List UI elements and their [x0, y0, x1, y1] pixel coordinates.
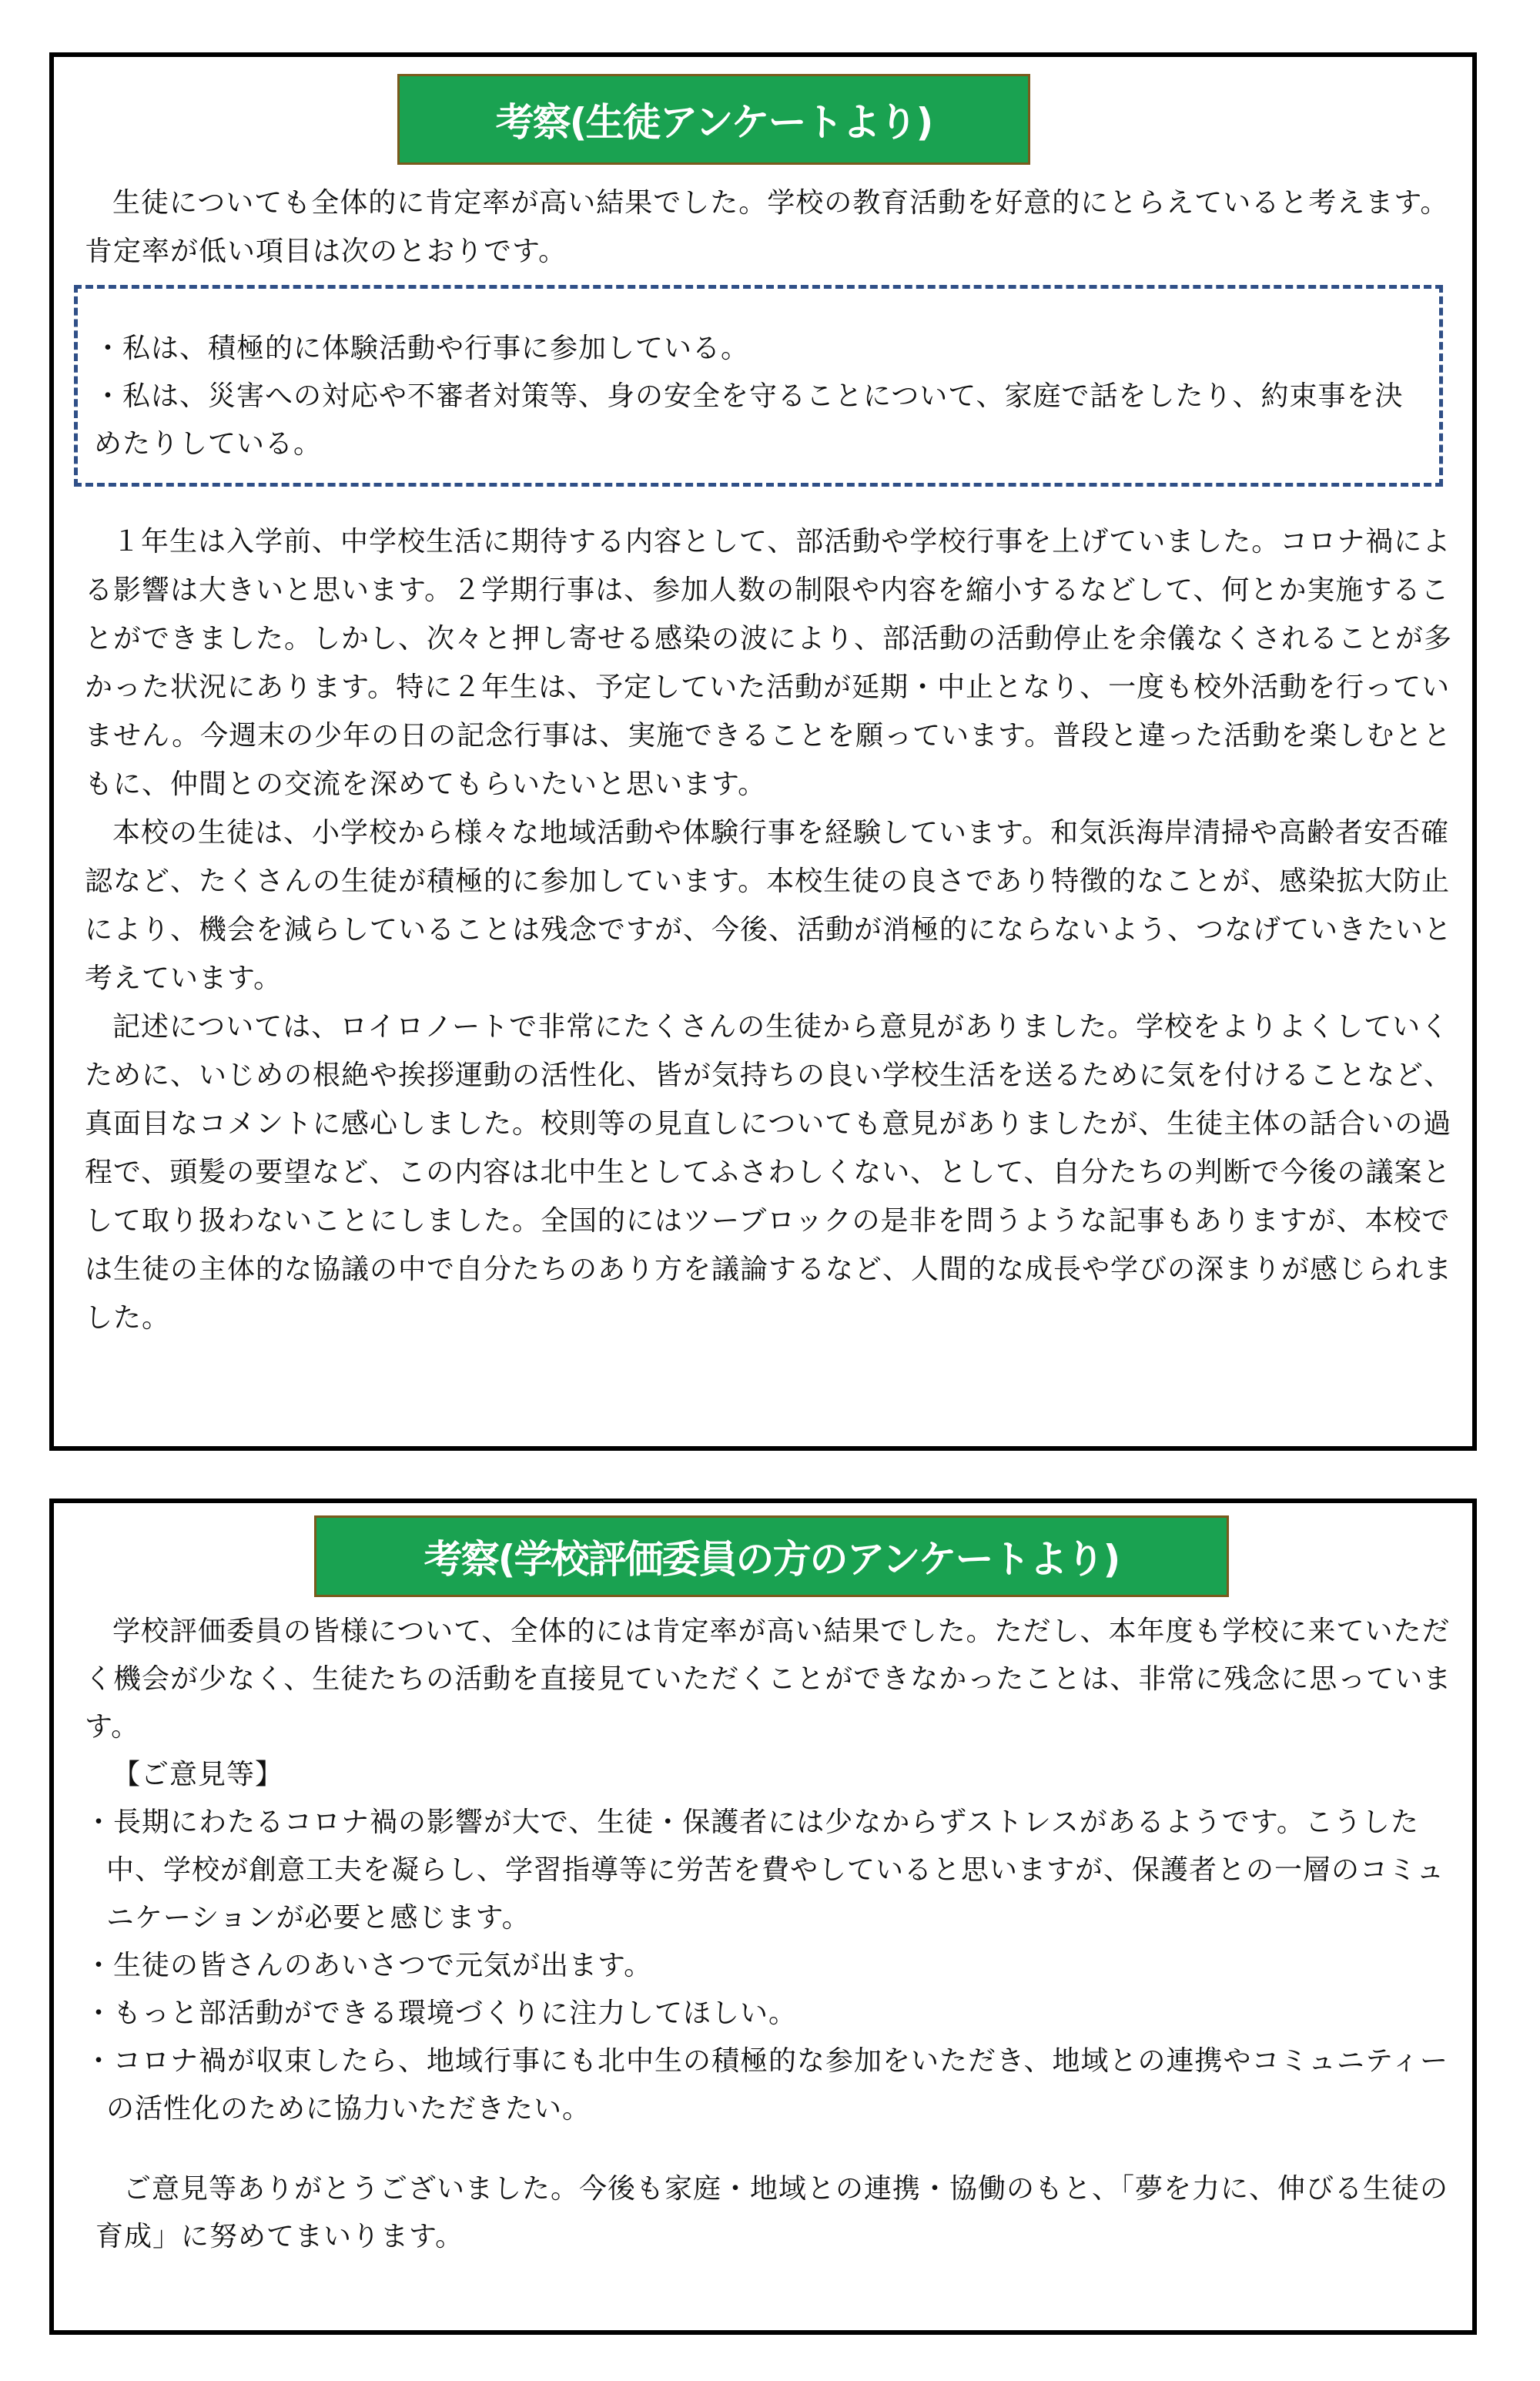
opinion-item: ・長期にわたるコロナ禍の影響が大で、生徒・保護者には少なからずストレスがあるようです。こうした中、学校が創意工夫を凝らし、学習指導等に労苦を費やしていると思いますが、保護者との一層のコミュニケーションが必要と感じます。 [85, 1807, 1445, 1934]
body-paragraph: 本校の生徒は、小学校から様々な地域活動や体験行事を経験しています。和気浜海岸清掃や高齢者安否確認など、たくさんの生徒が積極的に参加しています。本校生徒の良さであり特徴的なことが、感染拡大防止により、機会を減らしていることは残念ですが、今後、活動が消極的にならないよう、つなげていきたいと考えています。 [85, 817, 1453, 994]
opinion-item: ・コロナ禍が収束したら、地域行事にも北中生の積極的な参加をいただき、地域との連携やコミュニティーの活性化のために協力いただきたい。 [85, 2045, 1448, 2125]
list-item: ・私は、災害への対応や不審者対策等、身の安全を守ることについて、家庭で話をしたり、約束事を決めたりしている。 [94, 380, 1404, 460]
section-title-banner [397, 74, 1030, 165]
opinion-item: ・もっと部活動ができる環境づくりに注力してほしい。 [85, 1998, 798, 2029]
section-title: 考察(生徒アンケートより) [495, 100, 932, 145]
student-survey-section [49, 52, 1477, 1451]
low-rate-items-list [94, 325, 1426, 468]
closing-paragraph: ご意見等ありがとうございました。今後も家庭・地域との連携・協働のもと、「夢を力に、伸びる生徒の育成」に努めてまいります。 [95, 2173, 1449, 2252]
body-paragraph: １年生は入学前、中学校生活に期待する内容として、部活動や学校行事を上げていました。コロナ禍による影響は大きいと思います。２学期行事は、参加人数の制限や内容を縮小するなどして、何とか実施することができました。しかし、次々と押し寄せる感染の波により、部活動の活動停止を余儀なくされることが多かった状況にあります。特に２年生は、予定していた活動が延期・中止となり、一度も校外活動を行っていません。今週末の少年の日の記念行事は、実施できることを願っています。普段と違った活動を楽しむとともに、仲間との交流を深めてもらいたいと思います。 [85, 526, 1453, 800]
list-item: ・私は、積極的に体験活動や行事に参加している。 [94, 333, 750, 364]
body-paragraph: 記述については、ロイロノートで非常にたくさんの生徒から意見がありました。学校をよりよくしていくために、いじめの根絶や挨拶運動の活性化、皆が気持ちの良い学校生活を送るために気を付けることなど、真面目なコメントに感心しました。校則等の見直しについても意見がありましたが、生徒主体の話合いの過程で、頭髪の要望など、この内容は北中生としてふさわしくない、として、自分たちの判断で今後の議案として取り扱わないことにしました。全国的にはツーブロックの是非を問うような記事もありますが、本校では生徒の主体的な協議の中で自分たちのあり方を議論するなど、人間的な成長や学びの深まりが感じられました。 [85, 1011, 1453, 1334]
opinions-heading: 【ご意見等】 [112, 1759, 284, 1790]
evaluator-survey-section [49, 1499, 1477, 2335]
section-intro [85, 179, 1463, 276]
intro-paragraph: 生徒についても全体的に肯定率が高い結果でした。学校の教育活動を好意的にとらえていると考えます。肯定率が低い項目は次のとおりです。 [85, 187, 1449, 267]
section-title-banner [314, 1515, 1229, 1597]
opinion-item: ・生徒の皆さんのあいさつで元気が出ます。 [85, 1950, 653, 1981]
section-body [85, 1608, 1463, 2133]
closing-message [95, 2165, 1451, 2261]
section-title: 考察(学校評価委員の方のアンケートより) [424, 1537, 1120, 1582]
section-body [85, 517, 1463, 1342]
intro-paragraph: 学校評価委員の皆様について、全体的には肯定率が高い結果でした。ただし、本年度も学校に来ていただく機会が少なく、生徒たちの活動を直接見ていただくことができなかったことは、非常に残念に思っています。 [85, 1616, 1452, 1743]
